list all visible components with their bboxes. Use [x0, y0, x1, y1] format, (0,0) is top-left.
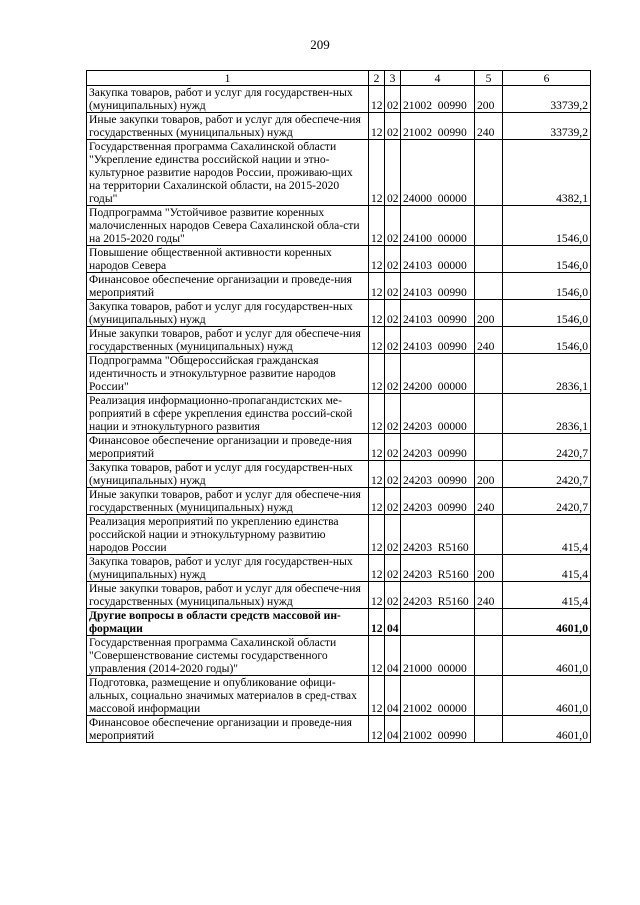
- column-header-name: 1: [87, 71, 369, 86]
- row-section: 12: [369, 555, 385, 582]
- row-expense-type: [475, 636, 503, 676]
- row-target-article: 24203 00990: [401, 434, 475, 461]
- row-name: Иные закупки товаров, работ и услуг для обеспече-ния государственных (муниципальных) нужд: [87, 327, 369, 354]
- row-section: 12: [369, 394, 385, 434]
- row-target-article: 21002 00990: [401, 716, 475, 743]
- row-expense-type: 200: [475, 300, 503, 327]
- row-subsection: 02: [385, 300, 401, 327]
- row-amount: 415,4: [503, 582, 591, 609]
- row-amount: 4382,1: [503, 140, 591, 206]
- row-section: 12: [369, 461, 385, 488]
- table-row: [87, 676, 591, 716]
- row-subsection: 02: [385, 246, 401, 273]
- row-section: 12: [369, 206, 385, 246]
- table-row: [87, 300, 591, 327]
- row-name: Финансовое обеспечение организации и проведе-ния мероприятий: [87, 716, 369, 743]
- row-target-article: 24203 R5160: [401, 515, 475, 555]
- row-target-article: 24203 00990: [401, 488, 475, 515]
- row-subsection: 02: [385, 582, 401, 609]
- row-expense-type: [475, 515, 503, 555]
- row-amount: 415,4: [503, 555, 591, 582]
- row-target-article: 21000 00000: [401, 636, 475, 676]
- column-header-expense-type: 5: [475, 71, 503, 86]
- row-section: 12: [369, 636, 385, 676]
- row-subsection: 02: [385, 327, 401, 354]
- row-subsection: 02: [385, 461, 401, 488]
- row-amount: 2420,7: [503, 461, 591, 488]
- row-name: Подпрограмма "Общероссийская гражданская идентичность и этнокультурное развитие народов России": [87, 354, 369, 394]
- table-header-row: [87, 71, 591, 86]
- row-target-article: [401, 609, 475, 636]
- row-subsection: 04: [385, 716, 401, 743]
- row-target-article: 24103 00990: [401, 327, 475, 354]
- table-row: [87, 140, 591, 206]
- column-header-subsection: 3: [385, 71, 401, 86]
- row-expense-type: [475, 273, 503, 300]
- table-row: [87, 394, 591, 434]
- table-row: [87, 582, 591, 609]
- row-expense-type: 240: [475, 488, 503, 515]
- row-target-article: 24200 00000: [401, 354, 475, 394]
- row-name: Иные закупки товаров, работ и услуг для обеспече-ния государственных (муниципальных) нужд: [87, 582, 369, 609]
- row-name: Закупка товаров, работ и услуг для государствен-ных (муниципальных) нужд: [87, 555, 369, 582]
- row-name: Финансовое обеспечение организации и проведе-ния мероприятий: [87, 273, 369, 300]
- row-target-article: 24203 R5160: [401, 582, 475, 609]
- row-section: 12: [369, 113, 385, 140]
- table-row: [87, 434, 591, 461]
- row-amount: 2836,1: [503, 394, 591, 434]
- budget-table: [86, 70, 591, 743]
- row-expense-type: 240: [475, 113, 503, 140]
- table-row: [87, 113, 591, 140]
- table-row: [87, 327, 591, 354]
- row-amount: 4601,0: [503, 609, 591, 636]
- row-name: Другие вопросы в области средств массовой ин-формации: [87, 609, 369, 636]
- row-target-article: 24103 00990: [401, 273, 475, 300]
- row-subsection: 04: [385, 609, 401, 636]
- row-target-article: 21002 00990: [401, 86, 475, 113]
- row-expense-type: [475, 434, 503, 461]
- row-expense-type: 240: [475, 327, 503, 354]
- row-expense-type: 200: [475, 86, 503, 113]
- row-expense-type: [475, 206, 503, 246]
- row-target-article: 24103 00000: [401, 246, 475, 273]
- row-section: 12: [369, 327, 385, 354]
- row-subsection: 04: [385, 636, 401, 676]
- row-target-article: 21002 00990: [401, 113, 475, 140]
- table-row: [87, 273, 591, 300]
- row-expense-type: 200: [475, 461, 503, 488]
- row-section: 12: [369, 609, 385, 636]
- table-row: [87, 609, 591, 636]
- row-subsection: 02: [385, 394, 401, 434]
- row-name: Государственная программа Сахалинской области "Совершенствование системы государственного управления (2014-2020 годы)": [87, 636, 369, 676]
- row-section: 12: [369, 140, 385, 206]
- row-section: 12: [369, 273, 385, 300]
- row-subsection: 02: [385, 555, 401, 582]
- row-amount: 1546,0: [503, 246, 591, 273]
- row-target-article: 24203 R5160: [401, 555, 475, 582]
- row-name: Реализация мероприятий по укреплению единства российской нации и этнокультурному развитию народов России: [87, 515, 369, 555]
- row-name: Подготовка, размещение и опубликование офици-альных, социально значимых материалов в сред-ствах массовой информации: [87, 676, 369, 716]
- row-section: 12: [369, 676, 385, 716]
- row-target-article: 21002 00000: [401, 676, 475, 716]
- row-subsection: 02: [385, 113, 401, 140]
- row-expense-type: 200: [475, 555, 503, 582]
- row-section: 12: [369, 582, 385, 609]
- row-amount: 1546,0: [503, 206, 591, 246]
- table-row: [87, 246, 591, 273]
- column-header-section: 2: [369, 71, 385, 86]
- row-expense-type: [475, 354, 503, 394]
- table-row: [87, 86, 591, 113]
- row-section: 12: [369, 300, 385, 327]
- row-amount: 1546,0: [503, 327, 591, 354]
- row-target-article: 24100 00000: [401, 206, 475, 246]
- table-row: [87, 354, 591, 394]
- row-target-article: 24203 00000: [401, 394, 475, 434]
- table-row: [87, 555, 591, 582]
- row-section: 12: [369, 246, 385, 273]
- row-subsection: 02: [385, 488, 401, 515]
- row-target-article: 24203 00990: [401, 461, 475, 488]
- row-section: 12: [369, 434, 385, 461]
- row-section: 12: [369, 515, 385, 555]
- row-amount: 1546,0: [503, 300, 591, 327]
- row-subsection: 02: [385, 206, 401, 246]
- row-amount: 33739,2: [503, 113, 591, 140]
- row-name: Повышение общественной активности коренных народов Севера: [87, 246, 369, 273]
- row-section: 12: [369, 86, 385, 113]
- table-row: [87, 716, 591, 743]
- row-amount: 1546,0: [503, 273, 591, 300]
- column-header-target-article: 4: [401, 71, 475, 86]
- row-subsection: 02: [385, 515, 401, 555]
- column-header-amount: 6: [503, 71, 591, 86]
- table-row: [87, 515, 591, 555]
- row-subsection: 04: [385, 676, 401, 716]
- row-name: Государственная программа Сахалинской области "Укрепление единства российской нации и этно-культурное развитие народов России, проживаю-щих на территории Сахалинской области, на 2015-2020 годы": [87, 140, 369, 206]
- row-amount: 4601,0: [503, 676, 591, 716]
- row-subsection: 02: [385, 273, 401, 300]
- row-amount: 2420,7: [503, 488, 591, 515]
- row-name: Закупка товаров, работ и услуг для государствен-ных (муниципальных) нужд: [87, 300, 369, 327]
- row-name: Закупка товаров, работ и услуг для государствен-ных (муниципальных) нужд: [87, 86, 369, 113]
- row-expense-type: [475, 676, 503, 716]
- row-expense-type: [475, 609, 503, 636]
- row-amount: 2836,1: [503, 354, 591, 394]
- row-subsection: 02: [385, 86, 401, 113]
- row-amount: 4601,0: [503, 716, 591, 743]
- table-row: [87, 636, 591, 676]
- row-expense-type: [475, 716, 503, 743]
- row-subsection: 02: [385, 434, 401, 461]
- row-section: 12: [369, 488, 385, 515]
- row-name: Закупка товаров, работ и услуг для государствен-ных (муниципальных) нужд: [87, 461, 369, 488]
- row-expense-type: [475, 140, 503, 206]
- row-amount: 4601,0: [503, 636, 591, 676]
- row-expense-type: [475, 394, 503, 434]
- row-amount: 33739,2: [503, 86, 591, 113]
- row-name: Финансовое обеспечение организации и проведе-ния мероприятий: [87, 434, 369, 461]
- table-row: [87, 488, 591, 515]
- row-expense-type: [475, 246, 503, 273]
- row-target-article: 24000 00000: [401, 140, 475, 206]
- row-subsection: 02: [385, 140, 401, 206]
- row-name: Иные закупки товаров, работ и услуг для обеспече-ния государственных (муниципальных) нужд: [87, 488, 369, 515]
- row-name: Реализация информационно-пропагандистских ме-роприятий в сфере укрепления единства россий-ской нации и этнокультурного развития: [87, 394, 369, 434]
- table-row: [87, 461, 591, 488]
- row-section: 12: [369, 354, 385, 394]
- row-expense-type: 240: [475, 582, 503, 609]
- page-number: 209: [310, 37, 330, 52]
- row-amount: 2420,7: [503, 434, 591, 461]
- row-amount: 415,4: [503, 515, 591, 555]
- row-name: Иные закупки товаров, работ и услуг для обеспече-ния государственных (муниципальных) нужд: [87, 113, 369, 140]
- row-subsection: 02: [385, 354, 401, 394]
- table-row: [87, 206, 591, 246]
- row-name: Подпрограмма "Устойчивое развитие коренных малочисленных народов Севера Сахалинской обла-сти на 2015-2020 годы": [87, 206, 369, 246]
- row-section: 12: [369, 716, 385, 743]
- row-target-article: 24103 00990: [401, 300, 475, 327]
